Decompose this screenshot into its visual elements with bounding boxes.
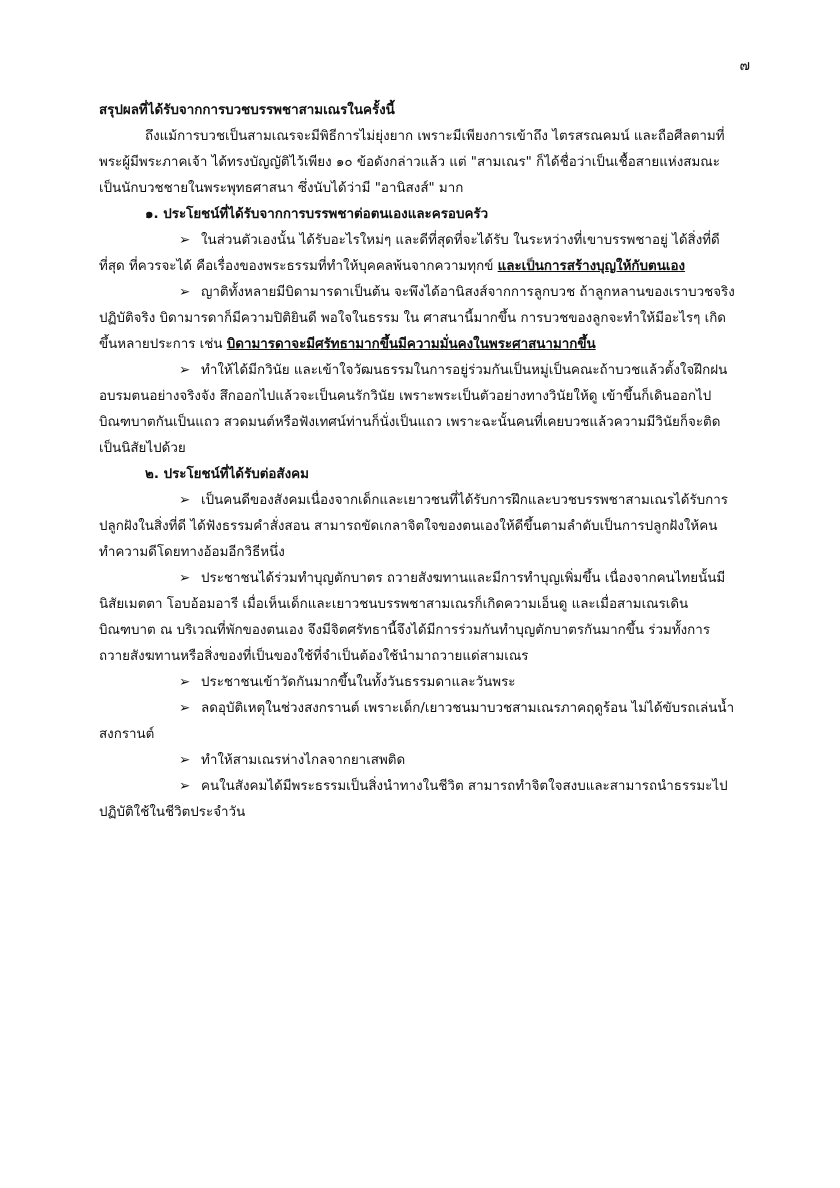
section-heading-1: ๑. ประโยชน์ที่ได้รับจากการบรรพชาต่อตนเองและครอบครัว bbox=[145, 207, 489, 222]
bullet-text: เป็นคนดีของสังคมเนื่องจากเด็กและเยาวชนที่ได้รับการฝึกและบวชบรรพชาสามเณรได้รับการปลูกฝังในสิ่งที่ดี ได้ฟังธรรมคำสั่งสอน สามารถขัดเกลาจิตใจของตนเองให้ดีขึ้นตามลำดับเป็นการปลูกฝังให้คนทำความดีโดยทางอ้อมอีกวิธีหนึ่ง bbox=[99, 493, 728, 560]
document-title: สรุปผลที่ได้รับจากการบวชบรรพชาสามเณรในครั้งนี้ bbox=[99, 103, 395, 118]
bullet-paragraph bbox=[99, 566, 739, 670]
page-number: ๗ bbox=[739, 58, 750, 74]
bullet-emphasis: และเป็นการสร้างบุญให้กับตนเอง bbox=[497, 259, 686, 274]
bullet-text: ลดอุบัติเหตุในช่วงสงกรานต์ เพราะเด็ก/เยาวชนมาบวชสามเณรภาคฤดูร้อน ไม่ได้ขับรถเล่นน้ำสงกรานต์ bbox=[99, 701, 735, 742]
arrow-bullet-icon: ➢ bbox=[179, 363, 191, 378]
bullet-text: ญาติทั้งหลายมีบิดามารดาเป็นต้น จะพึงได้อานิสงส์จากการลูกบวช ถ้าลูกหลานของเราบวชจริง ปฏิบัติจริง บิดามารดาก็มีความปิติยินดี พอใจในธรรม ใน ศาสนานี้มากขึ้น การบวชของลูกจะทำให้มีอะไรๆ เกิดขึ้นหลายประการ เช่น bbox=[99, 285, 735, 352]
arrow-bullet-icon: ➢ bbox=[179, 701, 191, 716]
arrow-bullet-icon: ➢ bbox=[179, 571, 191, 586]
bullet-emphasis: บิดามารดาจะมีศรัทธามากขึ้นมีความมั่นคงในพระศาสนามากขึ้น bbox=[226, 337, 596, 352]
document-body bbox=[99, 98, 739, 826]
bullet-text: ทำให้สามเณรห่างไกลจากยาเสพติด bbox=[201, 753, 406, 768]
bullet-text: ในส่วนตัวเองนั้น ได้รับอะไรใหม่ๆ และดีที่สุดที่จะได้รับ ในระหว่างที่เขาบรรพชาอยู่ ได้สิ่งที่ดีที่สุด ที่ควรจะได้ คือเรื่องของพระธรรมที่ทำให้บุคคลพ้นจากความทุกข์ bbox=[99, 233, 720, 274]
bullet-paragraph bbox=[99, 358, 739, 462]
intro-paragraph: ถึงแม้การบวชเป็นสามเณรจะมีพิธีการไม่ยุ่งยาก เพราะมีเพียงการเข้าถึง ไตรสรณคมน์ และถือศีลตามที่พระผู้มีพระภาคเจ้า ได้ทรงบัญญัติไว้เพียง ๑๐ ข้อดังกล่าวแล้ว แต่ "สามเณร" ก็ได้ชื่อว่าเป็นเชื้อสายแห่งสมณะ เป็นนักบวชชายในพระพุทธศาสนา ซึ่งนับได้ว่ามี "อานิสงส์" มาก bbox=[99, 129, 725, 196]
arrow-bullet-icon: ➢ bbox=[179, 753, 191, 768]
bullet-paragraph bbox=[99, 670, 739, 696]
bullet-text: ประชาชนได้ร่วมทำบุญตักบาตร ถวายสังฆทานและมีการทำบุญเพิ่มขึ้น เนื่องจากคนไทยนั้นมีนิสัยเมตตา โอบอ้อมอารี เมื่อเห็นเด็กและเยาวชนบรรพชาสามเณรก็เกิดความเอ็นดู และเมื่อสามเณรเดินบิณฑบาต ณ บริเวณที่พักของตนเอง จึงมีจิตศรัทธานี้จึงได้มีการร่วมกันทำบุญตักบาตรกันมากขึ้น ร่วมทั้งการถวายสังฆทานหรือสิ่งของที่เป็นของใช้ที่จำเป็นต้องใช้นำมาถวายแด่สามเณร bbox=[99, 571, 726, 664]
arrow-bullet-icon: ➢ bbox=[179, 675, 191, 690]
bullet-paragraph bbox=[99, 488, 739, 566]
arrow-bullet-icon: ➢ bbox=[179, 285, 191, 300]
arrow-bullet-icon: ➢ bbox=[179, 779, 191, 794]
bullet-text: ประชาชนเข้าวัดกันมากขึ้นในทั้งวันธรรมดาและวันพระ bbox=[201, 675, 516, 690]
bullet-text: คนในสังคมได้มีพระธรรมเป็นสิ่งนำทางในชีวิต สามารถทำจิตใจสงบและสามารถนำธรรมะไปปฏิบัติใช้ในชีวิตประจำวัน bbox=[99, 779, 728, 820]
bullet-paragraph bbox=[99, 280, 739, 358]
bullet-paragraph bbox=[99, 774, 739, 826]
bullet-paragraph bbox=[99, 748, 739, 774]
bullet-text: ทำให้ได้มีกวินัย และเข้าใจวัฒนธรรมในการอยู่ร่วมกันเป็นหมู่เป็นคณะถ้าบวชแล้วตั้งใจฝึกฝนอบรมตนอย่างจริงจัง สึกออกไปแล้วจะเป็นคนรักวินัย เพราะพระเป็นตัวอย่างทางวินัยให้ดู เข้าขึ้นก็เดินออกไปบิณฑบาตกันเป็นแถว สวดมนต์หรือฟังเทศน์ท่านก็นั่งเป็นแถว เพราะฉะนั้นคนที่เคยบวชแล้วความมีวินัยก็จะติดเป็นนิสัยไปด้วย bbox=[99, 363, 728, 456]
arrow-bullet-icon: ➢ bbox=[179, 233, 191, 248]
bullet-paragraph bbox=[99, 228, 739, 280]
bullet-paragraph bbox=[99, 696, 739, 748]
section-heading-2: ๒. ประโยชน์ที่ได้รับต่อสังคม bbox=[145, 467, 309, 482]
arrow-bullet-icon: ➢ bbox=[179, 493, 191, 508]
